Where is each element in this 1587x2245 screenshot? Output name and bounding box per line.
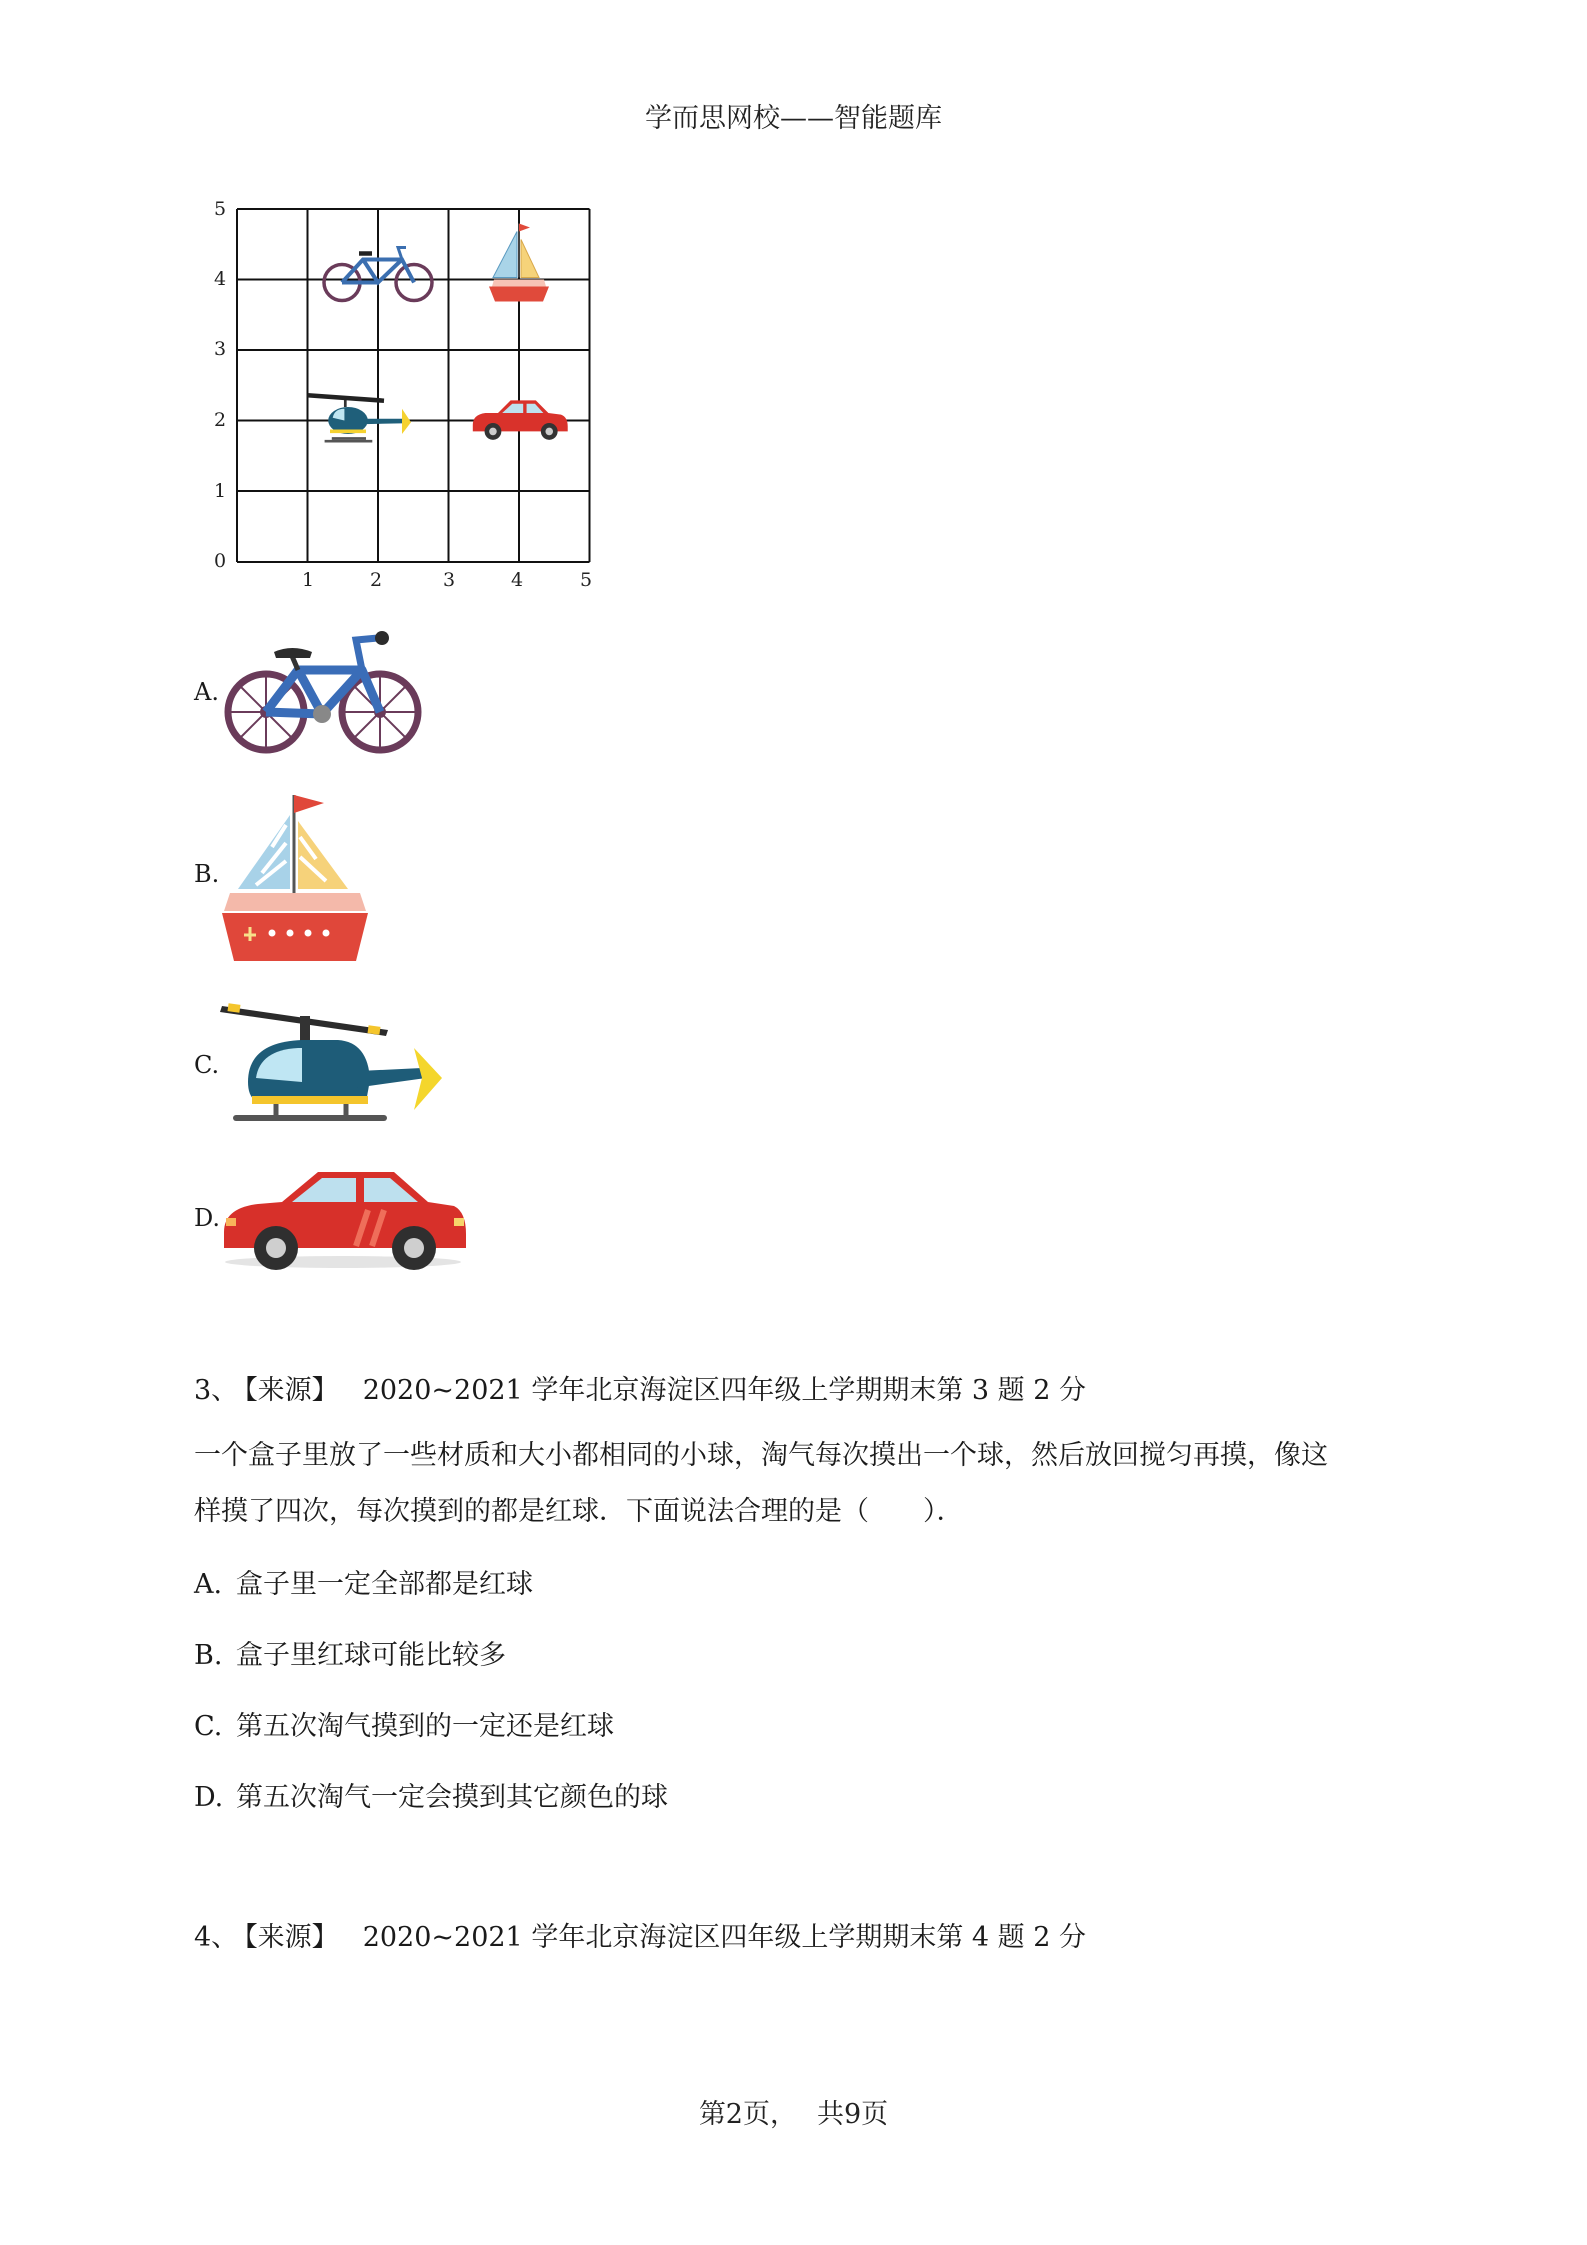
- x-tick-3: 3: [443, 569, 456, 591]
- question-3-text-line2: 样摸了四次，每次摸到的都是红球．下面说法合理的是（ ）．: [194, 1496, 964, 1527]
- option-a[interactable]: [194, 678, 219, 706]
- question-4-source: 2020~2021 学年北京海淀区四年级上学期期末第 4 题 2 分: [362, 1922, 1087, 1953]
- choice-c-label: C.: [194, 1711, 223, 1742]
- question-3-choice-c[interactable]: [194, 1704, 614, 1743]
- x-tick-4: 4: [511, 569, 524, 591]
- car-icon: [218, 1162, 468, 1276]
- option-d[interactable]: [194, 1204, 220, 1232]
- grid-helicopter-icon: [308, 395, 412, 441]
- question-3-choice-b[interactable]: [194, 1633, 506, 1672]
- coordinate-grid: [200, 195, 620, 605]
- x-tick-2: 2: [370, 569, 383, 591]
- question-3-text-line1: 一个盒子里放了一些材质和大小都相同的小球，淘气每次摸出一个球，然后放回搅匀再摸，像这: [194, 1440, 1328, 1471]
- question-3-number: 3、: [194, 1375, 239, 1406]
- y-tick-2: 2: [214, 409, 227, 431]
- option-a-label: A.: [194, 678, 219, 706]
- question-3-text: [194, 1428, 1394, 1540]
- page-footer: [0, 2092, 1587, 2131]
- question-3-source-tag: 【来源】: [244, 1375, 339, 1406]
- option-b-label: B.: [194, 860, 220, 888]
- x-tick-1: 1: [302, 569, 315, 591]
- question-4-source-tag: 【来源】: [244, 1922, 339, 1953]
- y-tick-5: 5: [214, 198, 227, 220]
- choice-d-text: 第五次淘气一定会摸到其它颜色的球: [236, 1782, 668, 1813]
- page-number: 第2页，: [698, 2099, 797, 2130]
- option-c-label: C.: [194, 1051, 220, 1079]
- sailboat-icon: [220, 785, 370, 969]
- choice-d-label: D.: [194, 1782, 224, 1813]
- helicopter-icon: [218, 998, 458, 1142]
- bicycle-icon: [218, 628, 428, 762]
- question-3-choice-a[interactable]: [194, 1562, 533, 1601]
- y-tick-1: 1: [214, 480, 227, 502]
- choice-b-label: B.: [194, 1640, 223, 1671]
- option-b[interactable]: [194, 860, 219, 888]
- option-c[interactable]: [194, 1051, 219, 1079]
- x-tick-5: 5: [580, 569, 593, 591]
- page-total: 共9页: [817, 2099, 889, 2130]
- question-3-choice-d[interactable]: [194, 1775, 668, 1814]
- option-d-label: D.: [194, 1204, 221, 1232]
- y-tick-3: 3: [214, 338, 227, 360]
- choice-a-label: A.: [194, 1569, 223, 1600]
- question-3-header: [194, 1368, 1086, 1407]
- choice-c-text: 第五次淘气摸到的一定还是红球: [236, 1711, 614, 1742]
- choice-a-text: 盒子里一定全部都是红球: [236, 1569, 533, 1600]
- question-4-header: [194, 1915, 1086, 1954]
- y-tick-0: 0: [214, 550, 227, 572]
- y-tick-4: 4: [214, 268, 227, 290]
- grid-sailboat-icon: [489, 224, 549, 302]
- choice-b-text: 盒子里红球可能比较多: [236, 1640, 506, 1671]
- grid-car-icon: [473, 400, 568, 439]
- question-3-source: 2020~2021 学年北京海淀区四年级上学期期末第 3 题 2 分: [362, 1375, 1087, 1406]
- page-header: 学而思网校——智能题库: [645, 103, 942, 134]
- question-4-number: 4、: [194, 1922, 239, 1953]
